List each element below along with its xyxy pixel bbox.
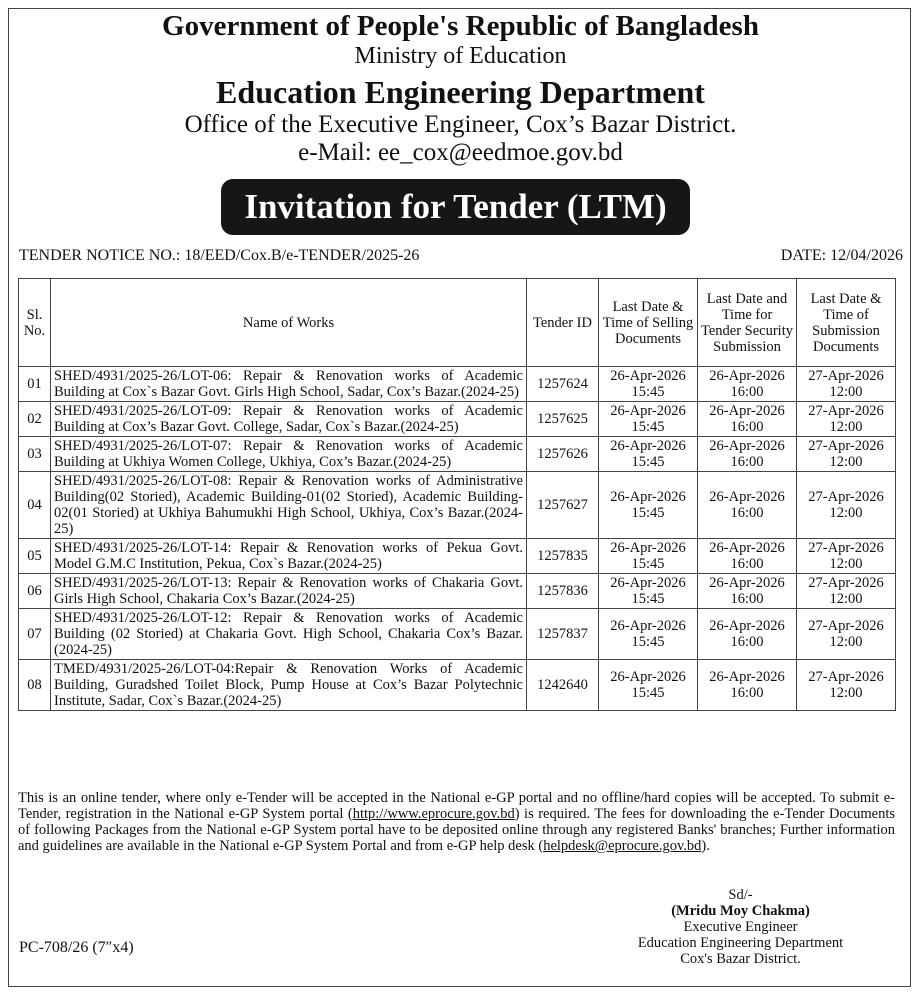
- cell-submission-date: 27-Apr-2026 12:00: [797, 437, 896, 472]
- instructions-paragraph: [18, 790, 895, 854]
- cell-selling-date: 26-Apr-2026 15:45: [599, 367, 698, 402]
- header-tender-id: Tender ID: [527, 279, 599, 367]
- tender-table: [18, 278, 896, 711]
- signatory-department: Education Engineering Department: [637, 935, 844, 951]
- cell-tender-id: 1257626: [527, 437, 599, 472]
- cell-security-date: 26-Apr-2026 16:00: [698, 437, 797, 472]
- cell-selling-date: 26-Apr-2026 15:45: [599, 574, 698, 609]
- table-row: [19, 574, 896, 609]
- cell-selling-date: 26-Apr-2026 15:45: [599, 472, 698, 539]
- notice-date: DATE: 12/04/2026: [780, 247, 903, 264]
- cell-work-name: SHED/4931/2025-26/LOT-12: Repair & Renovation works of Academic Building (02 Storied) at Chakaria Govt. High School, Chakaria Cox’s Bazar.(2024-25): [51, 609, 527, 660]
- cell-sl: 06: [19, 574, 51, 609]
- cell-work-name: SHED/4931/2025-26/LOT-13: Repair & Renovation works of Chakaria Govt. Girls High School, Chakaria Cox’s Bazar.(2024-25): [51, 574, 527, 609]
- signatory-district: Cox's Bazar District.: [680, 951, 801, 967]
- cell-submission-date: 27-Apr-2026 12:00: [797, 609, 896, 660]
- header-security-date: Last Date and Time for Tender Security Submission: [698, 279, 797, 367]
- cell-sl: 07: [19, 609, 51, 660]
- header-selling-date: Last Date & Time of Selling Documents: [599, 279, 698, 367]
- cell-work-name: SHED/4931/2025-26/LOT-07: Repair & Renovation works of Academic Building at Ukhiya Women College, Ukhiya, Cox’s Bazar.(2024-25): [51, 437, 527, 472]
- cell-security-date: 26-Apr-2026 16:00: [698, 660, 797, 711]
- cell-work-name: SHED/4931/2025-26/LOT-08: Repair & Renovation works of Administrative Building(02 Storied), Academic Building-01(02 Storied), Academic Building-02(01 Storied) at Ukhiya Bahumukhi High School, Ukhiya, Cox’s Bazar.(2024-25): [51, 472, 527, 539]
- cell-submission-date: 27-Apr-2026 12:00: [797, 367, 896, 402]
- cell-tender-id: 1257836: [527, 574, 599, 609]
- helpdesk-email-link[interactable]: helpdesk@eprocure.gov.bd: [543, 838, 702, 854]
- tender-notice-number: TENDER NOTICE NO.: 18/EED/Cox.B/e-TENDER/2025-26: [19, 247, 420, 264]
- cell-tender-id: 1257835: [527, 539, 599, 574]
- cell-selling-date: 26-Apr-2026 15:45: [599, 437, 698, 472]
- header-ministry: Ministry of Education: [354, 43, 567, 69]
- instructions-text-1: This is an online tender, where only e-Tender will be accepted in the National e-GP portal and no offline/hard copies will be accepted. To submit e-Tender, registration in the National e-GP System portal (: [18, 790, 895, 822]
- signature-sd: Sd/-: [728, 887, 753, 903]
- table-row: [19, 367, 896, 402]
- signatory-title: Executive Engineer: [683, 919, 798, 935]
- cell-security-date: 26-Apr-2026 16:00: [698, 539, 797, 574]
- table-row: [19, 437, 896, 472]
- cell-submission-date: 27-Apr-2026 12:00: [797, 402, 896, 437]
- cell-tender-id: 1242640: [527, 660, 599, 711]
- cell-submission-date: 27-Apr-2026 12:00: [797, 574, 896, 609]
- table-row: [19, 472, 896, 539]
- title-banner: Invitation for Tender (LTM): [221, 179, 690, 235]
- header-department: Education Engineering Department: [216, 74, 705, 110]
- header-office: Office of the Executive Engineer, Cox’s Bazar District.: [184, 111, 737, 138]
- cell-tender-id: 1257627: [527, 472, 599, 539]
- cell-sl: 04: [19, 472, 51, 539]
- header-government: Government of People's Republic of Bangladesh: [162, 10, 759, 42]
- cell-security-date: 26-Apr-2026 16:00: [698, 609, 797, 660]
- instructions-text-2: ) is required. The fees for downloading the e-Tender Documents of following Packages from the National e-GP System portal have to be deposited online through any registered Banks' branches; Further information and guidelines are available in the National e-GP System Portal and from e-GP help desk (: [18, 806, 895, 854]
- cell-selling-date: 26-Apr-2026 15:45: [599, 609, 698, 660]
- cell-security-date: 26-Apr-2026 16:00: [698, 367, 797, 402]
- cell-work-name: SHED/4931/2025-26/LOT-06: Repair & Renovation works of Academic Building at Cox`s Bazar Govt. Girls High School, Sadar, Cox’s Bazar.(2024-25): [51, 367, 527, 402]
- cell-work-name: SHED/4931/2025-26/LOT-09: Repair & Renovation works of Academic Building at Cox’s Bazar Govt. College, Sadar, Cox`s Bazar.(2024-25): [51, 402, 527, 437]
- table-row: [19, 609, 896, 660]
- cell-sl: 08: [19, 660, 51, 711]
- instructions-text-3: ).: [701, 838, 710, 854]
- header-submission-date: Last Date & Time of Submission Documents: [797, 279, 896, 367]
- cell-tender-id: 1257625: [527, 402, 599, 437]
- cell-submission-date: 27-Apr-2026 12:00: [797, 660, 896, 711]
- cell-sl: 02: [19, 402, 51, 437]
- table-header-row: [19, 279, 896, 367]
- cell-security-date: 26-Apr-2026 16:00: [698, 574, 797, 609]
- cell-sl: 03: [19, 437, 51, 472]
- cell-selling-date: 26-Apr-2026 15:45: [599, 539, 698, 574]
- cell-sl: 01: [19, 367, 51, 402]
- cell-selling-date: 26-Apr-2026 15:45: [599, 402, 698, 437]
- cell-work-name: TMED/4931/2025-26/LOT-04:Repair & Renovation Works of Academic Building, Guradshed Toilet Block, Pump House at Cox’s Bazar Polytechnic Institute, Sadar, Cox`s Bazar.(2024-25): [51, 660, 527, 711]
- cell-tender-id: 1257624: [527, 367, 599, 402]
- table-row: [19, 539, 896, 574]
- cell-selling-date: 26-Apr-2026 15:45: [599, 660, 698, 711]
- cell-security-date: 26-Apr-2026 16:00: [698, 472, 797, 539]
- header-sl: Sl. No.: [19, 279, 51, 367]
- header-name-of-works: Name of Works: [51, 279, 527, 367]
- table-row: [19, 402, 896, 437]
- pc-reference: PC-708/26 (7″x4): [19, 939, 134, 956]
- cell-sl: 05: [19, 539, 51, 574]
- table-row: [19, 660, 896, 711]
- eprocure-link[interactable]: http://www.eprocure.gov.bd: [352, 806, 515, 822]
- cell-submission-date: 27-Apr-2026 12:00: [797, 539, 896, 574]
- header-email: e-Mail: ee_cox@eedmoe.gov.bd: [298, 139, 623, 166]
- cell-work-name: SHED/4931/2025-26/LOT-14: Repair & Renovation works of Pekua Govt. Model G.M.C Institution, Pekua, Cox`s Bazar.(2024-25): [51, 539, 527, 574]
- signatory-name: (Mridu Moy Chakma): [671, 903, 810, 919]
- cell-security-date: 26-Apr-2026 16:00: [698, 402, 797, 437]
- cell-submission-date: 27-Apr-2026 12:00: [797, 472, 896, 539]
- cell-tender-id: 1257837: [527, 609, 599, 660]
